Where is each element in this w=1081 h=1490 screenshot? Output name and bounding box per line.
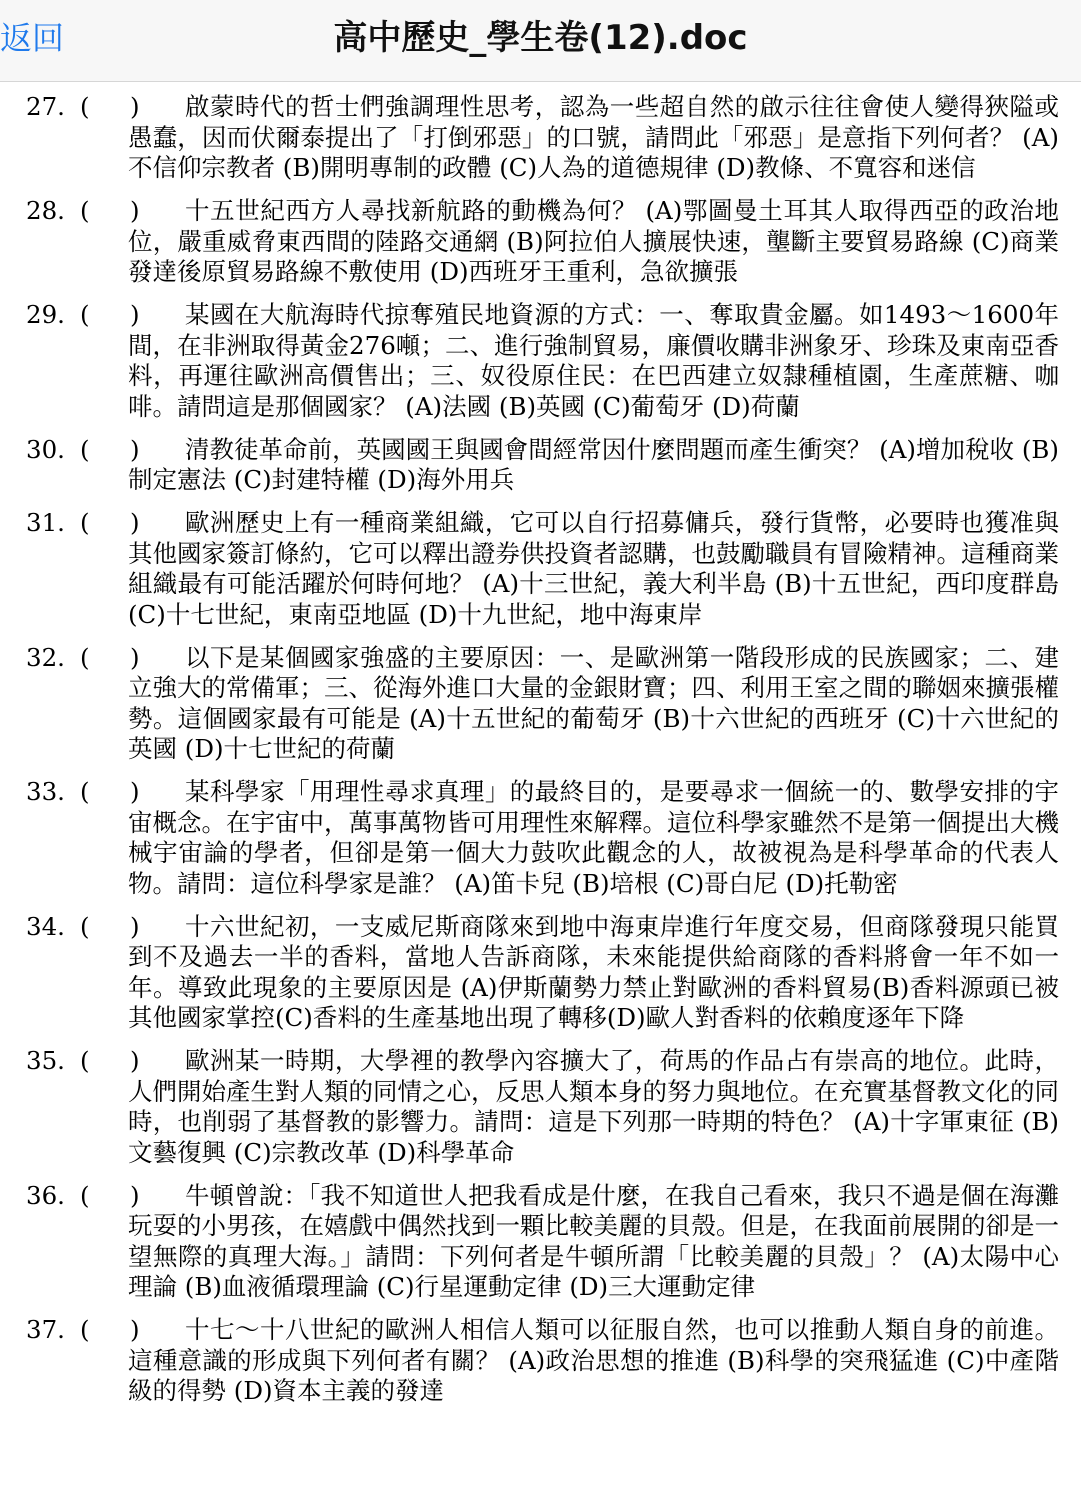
question-number: 34. (26, 911, 65, 941)
question-number: 28. (26, 196, 65, 225)
question-text: 十七～十八世紀的歐洲人相信人類可以征服自然，也可以推動人類自身的前進。這種意識的形成與下列何者有關？ (A)政治思想的推進 (B)科學的突飛猛進 (C)中產階級的得勢 (D)資本主義的發達 (128, 1315, 1059, 1405)
document-title: 高中歷史_學生卷(12).doc (333, 18, 748, 58)
answer-paren-close: ) (130, 777, 140, 806)
question-number: 29. (26, 300, 65, 329)
answer-paren-close: ) (130, 196, 140, 225)
back-button[interactable]: 返回 (0, 19, 65, 57)
question-number: 33. (26, 777, 65, 806)
question-number: 31. (26, 508, 65, 537)
answer-paren-close: ) (130, 434, 140, 464)
question-29 (0, 300, 1081, 422)
question-number: 30. (26, 434, 65, 464)
answer-paren-open: ( (80, 642, 90, 672)
question-35 (0, 1046, 1081, 1168)
question-33 (0, 777, 1081, 899)
question-number: 36. (26, 1180, 65, 1210)
answer-paren-close: ) (130, 1046, 140, 1075)
question-number: 27. (26, 92, 65, 121)
question-37 (0, 1315, 1081, 1407)
document-content (0, 92, 1081, 1490)
question-31 (0, 508, 1081, 630)
answer-paren-close: ) (130, 300, 140, 329)
question-text: 牛頓曾說：「我不知道世人把我看成是什麼，在我自己看來，我只不過是個在海灘玩耍的小男孩，在嬉戲中偶然找到一顆比較美麗的貝殼。但是，在我面前展開的卻是一望無際的真理大海。」請問：下列何者是牛頓所謂「比較美麗的貝殼」？ (A)太陽中心理論 (B)血液循環理論 (C)行星運動定律 (D)三大運動定律 (128, 1180, 1059, 1301)
answer-paren-open: ( (80, 1046, 90, 1075)
answer-paren-open: ( (80, 1180, 90, 1210)
top-bar (0, 0, 1081, 82)
answer-paren-open: ( (80, 508, 90, 537)
answer-paren-open: ( (80, 911, 90, 941)
answer-paren-open: ( (80, 300, 90, 329)
answer-paren-open: ( (80, 1315, 90, 1344)
question-number: 32. (26, 642, 65, 672)
question-text: 某科學家「用理性尋求真理」的最終目的，是要尋求一個統一的、數學安排的宇宙概念。在宇宙中，萬事萬物皆可用理性來解釋。這位科學家雖然不是第一個提出大機械宇宙論的學者，但卻是第一個大力鼓吹此觀念的人，故被視為是科學革命的代表人物。請問：這位科學家是誰？ (A)笛卡兒 (B)培根 (C)哥白尼 (D)托勒密 (128, 777, 1059, 898)
answer-paren-close: ) (130, 642, 140, 672)
answer-paren-open: ( (80, 196, 90, 225)
answer-paren-close: ) (130, 1180, 140, 1210)
question-text: 以下是某個國家強盛的主要原因：一、是歐洲第一階段形成的民族國家；二、建立強大的常備軍；三、從海外進口大量的金銀財寶；四、利用王室之間的聯姻來擴張權勢。這個國家最有可能是 (A)十五世紀的葡萄牙 (B)十六世紀的西班牙 (C)十六世紀的英國 (D)十七世紀的荷蘭 (128, 642, 1059, 763)
question-32 (0, 643, 1081, 765)
question-text: 歐洲歷史上有一種商業組織，它可以自行招募傭兵，發行貨幣，必要時也獲准與其他國家簽訂條約，它可以釋出證券供投資者認購，也鼓勵職員有冒險精神。這種商業組織最有可能活躍於何時何地？ (A)十三世紀，義大利半島 (B)十五世紀，西印度群島 (C)十七世紀，東南亞地區 (D)十九世紀，地中海東岸 (128, 508, 1059, 629)
question-27 (0, 92, 1081, 184)
question-text: 清教徒革命前，英國國王與國會間經常因什麼問題而產生衝突？ (A)增加稅收 (B)制定憲法 (C)封建特權 (D)海外用兵 (128, 434, 1059, 494)
answer-paren-close: ) (130, 508, 140, 537)
question-34 (0, 912, 1081, 1034)
question-36 (0, 1181, 1081, 1303)
answer-paren-close: ) (130, 92, 140, 121)
question-30 (0, 435, 1081, 496)
answer-paren-open: ( (80, 92, 90, 121)
question-text: 歐洲某一時期，大學裡的教學內容擴大了，荷馬的作品占有崇高的地位。此時，人們開始產生對人類的同情之心，反思人類本身的努力與地位。在充實基督教文化的同時，也削弱了基督教的影響力。請問：這是下列那一時期的特色？ (A)十字軍東征 (B)文藝復興 (C)宗教改革 (D)科學革命 (128, 1046, 1059, 1167)
question-text: 某國在大航海時代掠奪殖民地資源的方式：一、奪取貴金屬。如1493～1600年間，在非洲取得黃金276噸；二、進行強制貿易，廉價收購非洲象牙、珍珠及東南亞香料，再運往歐洲高價售出；三、奴役原住民：在巴西建立奴隸種植園，生產蔗糖、咖啡。請問這是那個國家？ (A)法國 (B)英國 (C)葡萄牙 (D)荷蘭 (128, 300, 1059, 421)
answer-paren-open: ( (80, 777, 90, 806)
question-28 (0, 196, 1081, 288)
answer-paren-open: ( (80, 434, 90, 464)
answer-paren-close: ) (130, 1315, 140, 1344)
question-text: 十六世紀初，一支威尼斯商隊來到地中海東岸進行年度交易，但商隊發現只能買到不及過去一半的香料，當地人告訴商隊，未來能提供給商隊的香料將會一年不如一年。導致此現象的主要原因是 (A)伊斯蘭勢力禁止對歐洲的香料貿易(B)香料源頭已被其他國家掌控(C)香料的生產基地出現了轉移(D)歐人對香料的依賴度逐年下降 (128, 911, 1059, 1032)
question-number: 37. (26, 1315, 65, 1344)
question-text: 啟蒙時代的哲士們強調理性思考，認為一些超自然的啟示往往會使人變得狹隘或愚蠢，因而伏爾泰提出了「打倒邪惡」的口號，請問此「邪惡」是意指下列何者？ (A)不信仰宗教者 (B)開明專制的政體 (C)人為的道德規律 (D)教條、不寬容和迷信 (128, 92, 1059, 182)
question-text: 十五世紀西方人尋找新航路的動機為何？ (A)鄂圖曼土耳其人取得西亞的政治地位，嚴重威脅東西間的陸路交通網 (B)阿拉伯人擴展快速，壟斷主要貿易路線 (C)商業發達後原貿易路線不敷使用 (D)西班牙王重利，急欲擴張 (128, 196, 1059, 286)
answer-paren-close: ) (130, 911, 140, 941)
question-number: 35. (26, 1046, 65, 1075)
